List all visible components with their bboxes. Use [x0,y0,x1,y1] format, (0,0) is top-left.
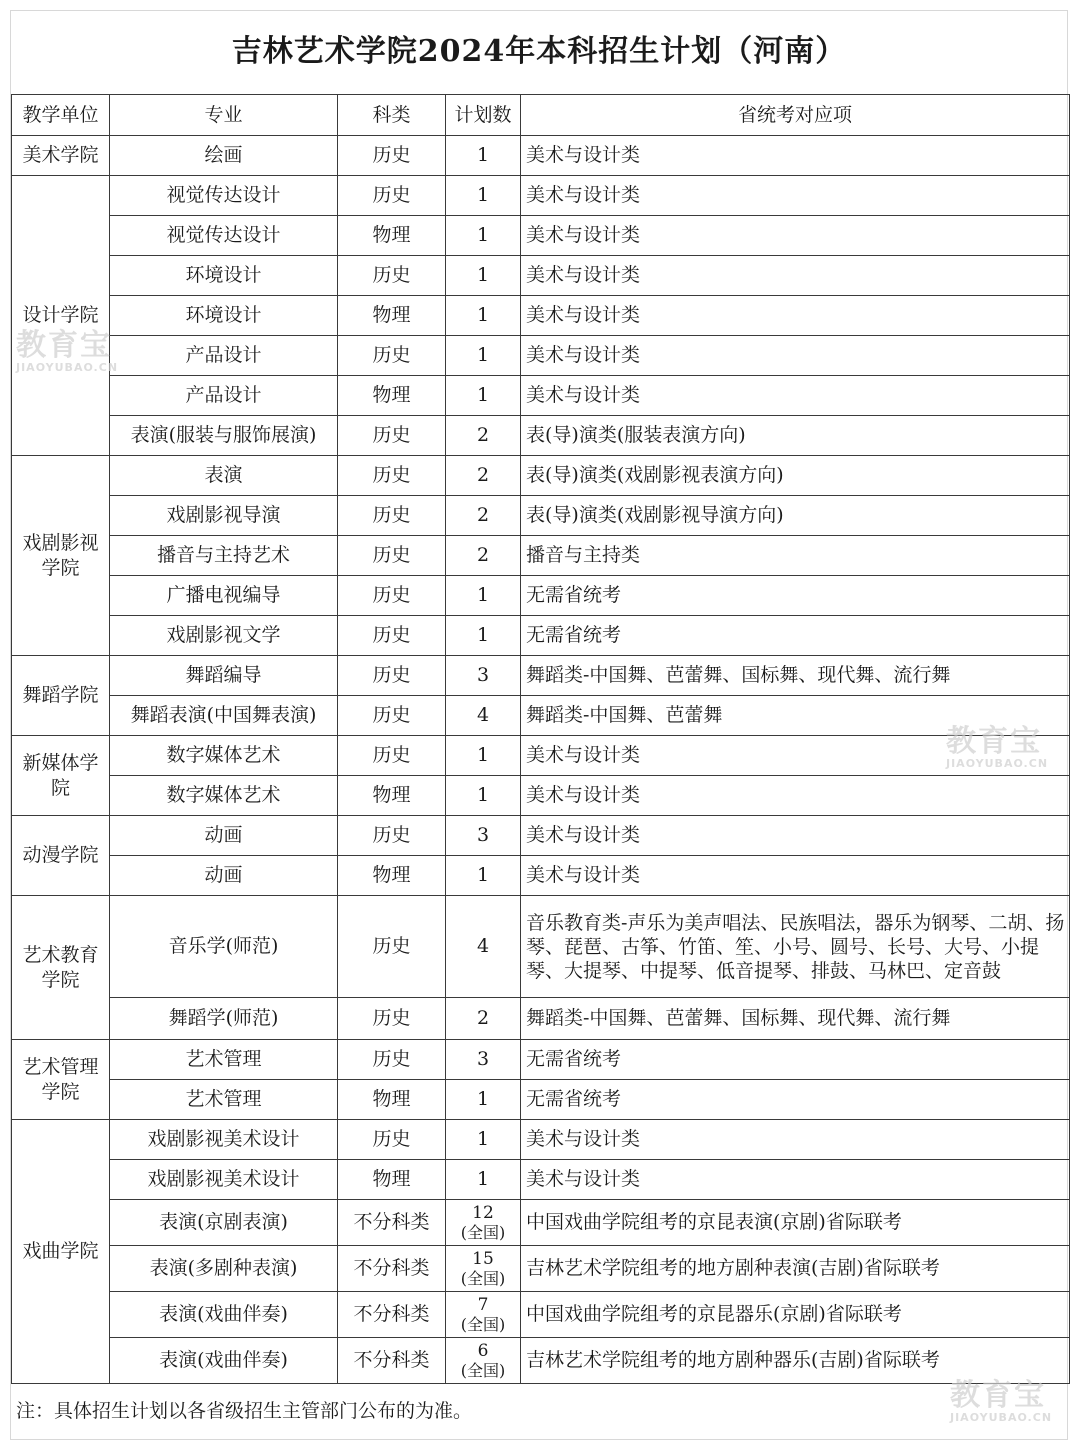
table-row [12,616,1070,656]
exam-cell: 音乐教育类-声乐为美声唱法、民族唱法，器乐为钢琴、二胡、扬琴、琵琶、古筝、竹笛、笙、小号、圆号、长号、大号、小提琴、大提琴、中提琴、低音提琴、排鼓、马林巴、定音鼓 [521,896,1070,998]
count-cell [446,136,521,176]
count-value: 3 [476,1048,490,1070]
kelei-cell: 历史 [338,136,446,176]
count-value: 1 [476,384,490,406]
exam-cell: 吉林艺术学院组考的地方剧种器乐(吉剧)省际联考 [521,1338,1070,1384]
watermark-text: 教育宝 [950,1378,1046,1413]
table-row [12,296,1070,336]
header-count: 计划数 [446,95,521,136]
table-row [12,656,1070,696]
table-row [12,776,1070,816]
count-value: 2 [476,464,490,486]
count-cell [446,576,521,616]
kelei-cell: 历史 [338,1120,446,1160]
count-value: 1 [476,744,490,766]
header-dept: 教学单位 [12,95,110,136]
major-cell: 舞蹈表演(中国舞表演) [110,696,338,736]
table-row [12,1246,1070,1292]
kelei-cell: 历史 [338,696,446,736]
count-value: 2 [476,504,490,526]
major-cell: 戏剧影视美术设计 [110,1160,338,1200]
major-cell: 环境设计 [110,256,338,296]
kelei-cell: 物理 [338,856,446,896]
count-value: 1 [476,1168,490,1190]
table-row [12,136,1070,176]
kelei-cell: 物理 [338,216,446,256]
count-value: 1 [476,1088,490,1110]
major-cell: 戏剧影视美术设计 [110,1120,338,1160]
major-cell: 表演(京剧表演) [110,1200,338,1246]
count-cell [446,856,521,896]
kelei-cell: 历史 [338,656,446,696]
exam-cell: 美术与设计类 [521,176,1070,216]
table-row [12,496,1070,536]
count-value: 1 [476,304,490,326]
watermark-url: JIAOYUBAO.CN [946,757,1049,770]
count-value: 1 [476,864,490,886]
major-cell: 舞蹈编导 [110,656,338,696]
count-value: 2 [476,424,490,446]
exam-cell: 表(导)演类(戏剧影视表演方向) [521,456,1070,496]
count-value: 4 [476,935,490,957]
major-cell: 表演(戏曲伴奏) [110,1338,338,1384]
page-title: 吉林艺术学院2024年本科招生计划（河南） [231,34,847,69]
kelei-cell: 历史 [338,536,446,576]
table-row [12,998,1070,1040]
dept-cell: 新媒体学院 [12,736,110,816]
count-value: 6 [477,1340,489,1361]
kelei-cell: 历史 [338,576,446,616]
exam-cell: 美术与设计类 [521,296,1070,336]
kelei-cell: 不分科类 [338,1246,446,1292]
table-row [12,856,1070,896]
count-cell [446,1246,521,1292]
count-cell [446,998,521,1040]
major-cell: 动画 [110,816,338,856]
table-row [12,376,1070,416]
exam-cell: 美术与设计类 [521,136,1070,176]
exam-cell: 无需省统考 [521,616,1070,656]
exam-cell: 中国戏曲学院组考的京昆器乐(京剧)省际联考 [521,1292,1070,1338]
exam-cell: 表(导)演类(服装表演方向) [521,416,1070,456]
kelei-cell: 物理 [338,1160,446,1200]
exam-cell: 中国戏曲学院组考的京昆表演(京剧)省际联考 [521,1200,1070,1246]
count-value: 3 [476,824,490,846]
count-value: 12 [472,1202,494,1223]
count-value: 1 [476,144,490,166]
major-cell: 戏剧影视文学 [110,616,338,656]
table-row [12,336,1070,376]
dept-cell: 艺术教育学院 [12,896,110,1040]
major-cell: 艺术管理 [110,1040,338,1080]
exam-cell: 表(导)演类(戏剧影视导演方向) [521,496,1070,536]
table-row [12,456,1070,496]
count-cell [446,816,521,856]
kelei-cell: 不分科类 [338,1292,446,1338]
count-value: 1 [476,184,490,206]
count-cell [446,1120,521,1160]
major-cell: 播音与主持艺术 [110,536,338,576]
count-value: 1 [476,784,490,806]
count-cell [446,456,521,496]
kelei-cell: 物理 [338,376,446,416]
exam-cell: 美术与设计类 [521,216,1070,256]
major-cell: 表演(戏曲伴奏) [110,1292,338,1338]
dept-cell: 戏剧影视学院 [12,456,110,656]
exam-cell: 无需省统考 [521,576,1070,616]
count-cell [446,1040,521,1080]
count-value: 1 [476,224,490,246]
count-value: 2 [476,544,490,566]
kelei-cell: 历史 [338,1040,446,1080]
major-cell: 表演(服装与服饰展演) [110,416,338,456]
count-cell [446,176,521,216]
kelei-cell: 历史 [338,616,446,656]
dept-cell: 艺术管理学院 [12,1040,110,1120]
count-cell [446,496,521,536]
kelei-cell: 历史 [338,256,446,296]
count-scope: (全国) [460,1314,506,1334]
count-cell [446,896,521,998]
exam-cell: 美术与设计类 [521,1160,1070,1200]
kelei-cell: 历史 [338,456,446,496]
kelei-cell: 不分科类 [338,1338,446,1384]
dept-cell: 美术学院 [12,136,110,176]
table-row [12,1338,1070,1384]
count-cell [446,296,521,336]
exam-cell: 无需省统考 [521,1040,1070,1080]
kelei-cell: 历史 [338,736,446,776]
kelei-cell: 历史 [338,896,446,998]
count-value: 7 [477,1294,489,1315]
exam-cell: 美术与设计类 [521,856,1070,896]
kelei-cell: 历史 [338,336,446,376]
major-cell: 广播电视编导 [110,576,338,616]
count-cell [446,1200,521,1246]
exam-cell: 舞蹈类-中国舞、芭蕾舞、国标舞、现代舞、流行舞 [521,998,1070,1040]
count-value: 4 [476,704,490,726]
table-row [12,1120,1070,1160]
major-cell: 舞蹈学(师范) [110,998,338,1040]
count-value: 1 [476,624,490,646]
table-row [12,1160,1070,1200]
count-value: 1 [476,344,490,366]
count-cell [446,656,521,696]
exam-cell: 美术与设计类 [521,736,1070,776]
count-scope: (全国) [460,1360,506,1380]
watermark-url: JIAOYUBAO.CN [16,361,119,374]
count-cell [446,696,521,736]
major-cell: 视觉传达设计 [110,216,338,256]
table-row [12,1200,1070,1246]
exam-cell: 美术与设计类 [521,1120,1070,1160]
count-cell [446,536,521,576]
kelei-cell: 物理 [338,1080,446,1120]
kelei-cell: 历史 [338,496,446,536]
count-scope: (全国) [460,1268,506,1288]
table-row [12,696,1070,736]
header-kelei: 科类 [338,95,446,136]
major-cell: 产品设计 [110,336,338,376]
count-value: 1 [476,1128,490,1150]
exam-cell: 播音与主持类 [521,536,1070,576]
table-row [12,816,1070,856]
watermark-text: 教育宝 [16,328,112,363]
watermark-text: 教育宝 [946,724,1042,759]
kelei-cell: 物理 [338,296,446,336]
table-row [12,256,1070,296]
table-row [12,176,1070,216]
count-cell [446,1080,521,1120]
dept-cell: 动漫学院 [12,816,110,896]
header-exam: 省统考对应项 [521,95,1070,136]
count-cell [446,336,521,376]
table-row [12,1040,1070,1080]
count-value: 3 [476,664,490,686]
major-cell: 数字媒体艺术 [110,776,338,816]
count-cell [446,376,521,416]
count-cell [446,216,521,256]
kelei-cell: 历史 [338,816,446,856]
major-cell: 表演(多剧种表演) [110,1246,338,1292]
count-cell [446,1338,521,1384]
count-cell [446,256,521,296]
count-cell [446,776,521,816]
major-cell: 环境设计 [110,296,338,336]
major-cell: 动画 [110,856,338,896]
dept-cell: 戏曲学院 [12,1120,110,1384]
count-value: 1 [476,584,490,606]
count-value: 1 [476,264,490,286]
table-row [12,736,1070,776]
major-cell: 视觉传达设计 [110,176,338,216]
table-row [12,896,1070,998]
exam-cell: 吉林艺术学院组考的地方剧种表演(吉剧)省际联考 [521,1246,1070,1292]
table-body [12,136,1070,1384]
count-cell [446,1292,521,1338]
watermark-url: JIAOYUBAO.CN [950,1411,1053,1424]
table-row [12,536,1070,576]
major-cell: 数字媒体艺术 [110,736,338,776]
kelei-cell: 历史 [338,416,446,456]
count-cell [446,1160,521,1200]
count-scope: (全国) [460,1222,506,1242]
count-cell [446,416,521,456]
table-row [12,1080,1070,1120]
major-cell: 产品设计 [110,376,338,416]
major-cell: 表演 [110,456,338,496]
table-row [12,416,1070,456]
major-cell: 绘画 [110,136,338,176]
major-cell: 戏剧影视导演 [110,496,338,536]
kelei-cell: 物理 [338,776,446,816]
table-header-row [12,95,1070,136]
major-cell: 音乐学(师范) [110,896,338,998]
dept-cell: 设计学院 [12,176,110,456]
exam-cell: 美术与设计类 [521,816,1070,856]
exam-cell: 美术与设计类 [521,376,1070,416]
count-cell [446,736,521,776]
count-value: 2 [476,1007,490,1029]
exam-cell: 美术与设计类 [521,776,1070,816]
count-cell [446,616,521,656]
header-major: 专业 [110,95,338,136]
table-row [12,576,1070,616]
exam-cell: 舞蹈类-中国舞、芭蕾舞 [521,696,1070,736]
footnote: 注：具体招生计划以各省级招生主管部门公布的为准。 [16,1400,473,1422]
count-value: 15 [472,1248,494,1269]
table-row [12,1292,1070,1338]
exam-cell: 美术与设计类 [521,256,1070,296]
exam-cell: 舞蹈类-中国舞、芭蕾舞、国标舞、现代舞、流行舞 [521,656,1070,696]
exam-cell: 无需省统考 [521,1080,1070,1120]
table-row [12,216,1070,256]
kelei-cell: 不分科类 [338,1200,446,1246]
kelei-cell: 历史 [338,176,446,216]
dept-cell: 舞蹈学院 [12,656,110,736]
exam-cell: 美术与设计类 [521,336,1070,376]
kelei-cell: 历史 [338,998,446,1040]
enrollment-table [11,94,1070,1384]
major-cell: 艺术管理 [110,1080,338,1120]
